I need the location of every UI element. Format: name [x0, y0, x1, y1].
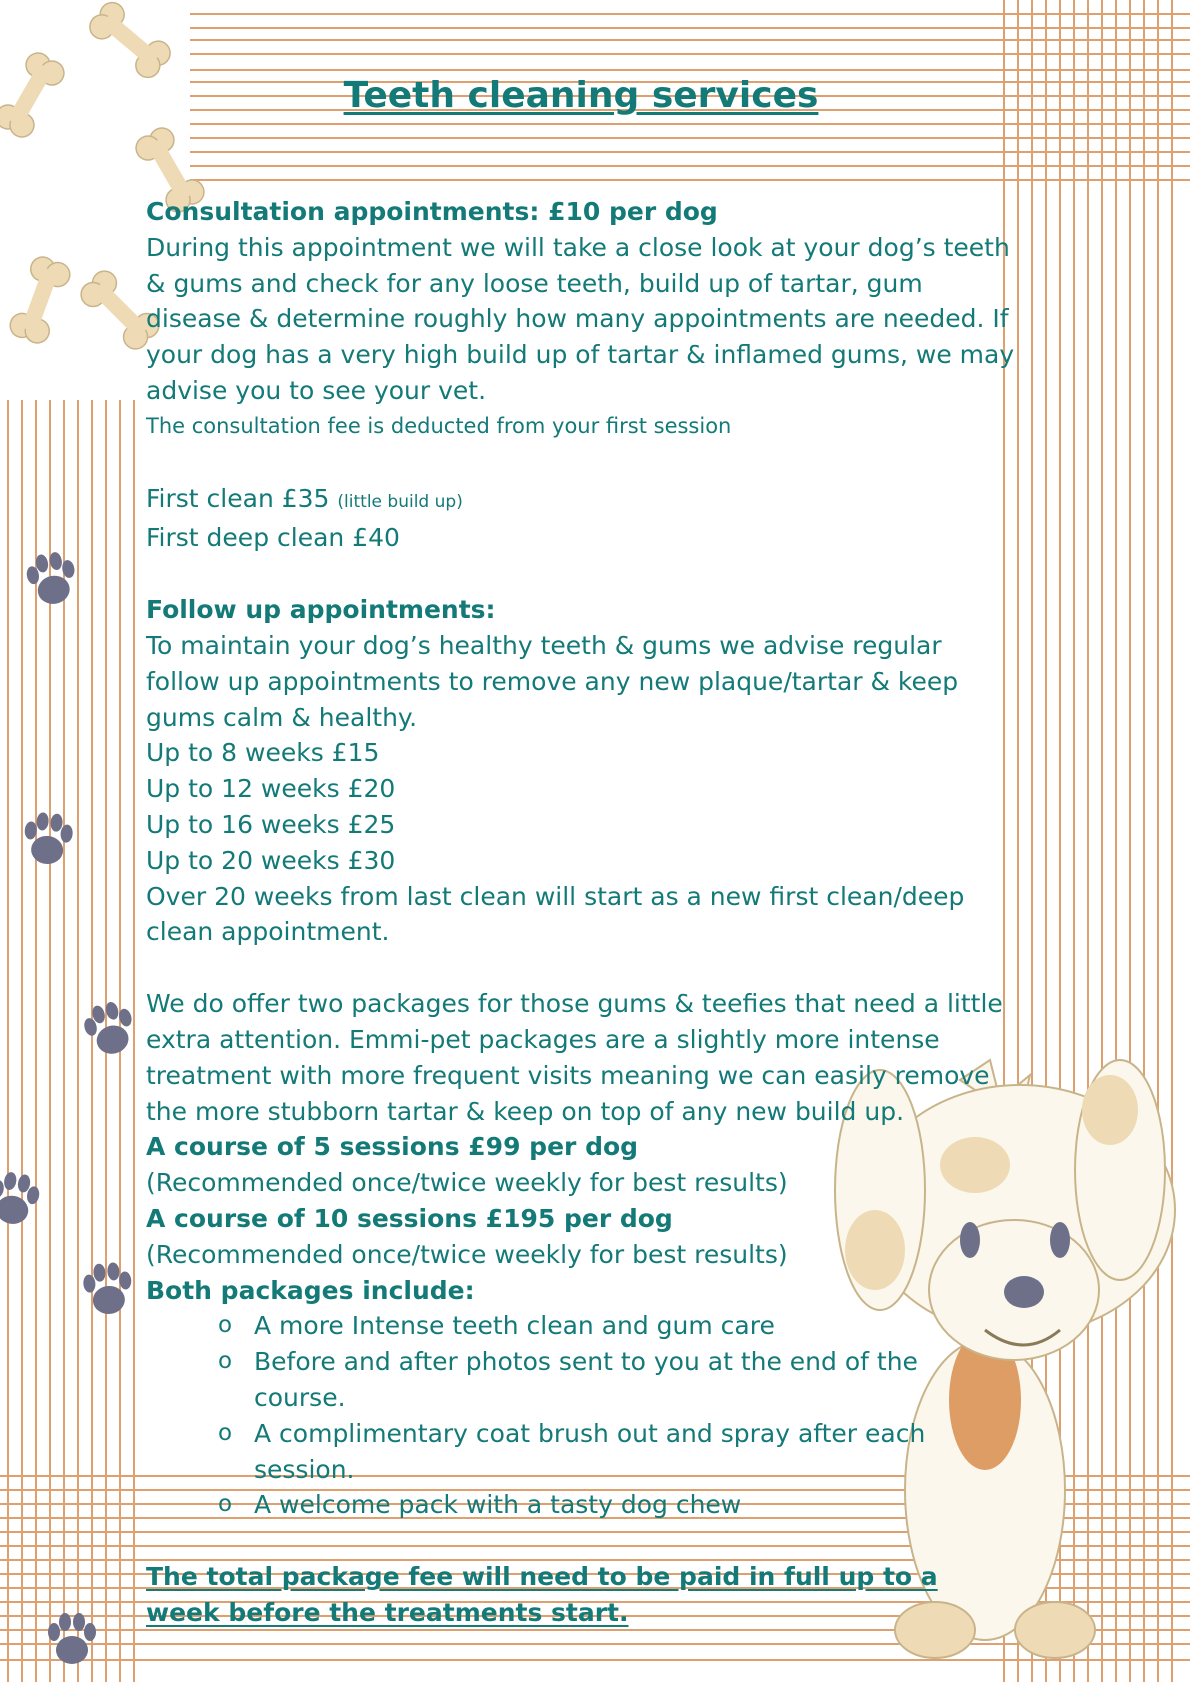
list-item: o Before and after photos sent to you at the end of the course. — [254, 1344, 1016, 1416]
first-clean-note: (little build up) — [337, 491, 463, 512]
page-title: Teeth cleaning services — [343, 75, 819, 116]
includes-list — [146, 1308, 1016, 1523]
first-clean-line — [146, 481, 1016, 521]
follow-up-price-16: Up to 16 weeks £25 — [146, 809, 396, 839]
course-10-price: A course of 10 sessions £195 per dog — [146, 1203, 673, 1233]
consultation-fee-note: The consultation fee is deducted from your first session — [146, 413, 732, 438]
paw-prints-decoration — [0, 549, 139, 1664]
payment-note: The total package fee will need to be paid in full up to a week before the treatments start. — [146, 1562, 938, 1627]
follow-up-over-note: Over 20 weeks from last clean will start as a new first clean/deep clean appointment. — [146, 881, 965, 947]
list-item: o A welcome pack with a tasty dog chew — [254, 1487, 1016, 1523]
packages-intro: We do offer two packages for those gums & teefies that need a little extra attention. Emmi-pet packages are a slightly more intense treatment with more frequent visits meaning we can easily remove the more stubborn tartar & keep on top of any new build up. — [146, 989, 1003, 1126]
course-10-note: (Recommended once/twice weekly for best results) — [146, 1239, 788, 1269]
consultation-heading: Consultation appointments: £10 per dog — [146, 197, 718, 226]
course-5-note: (Recommended once/twice weekly for best results) — [146, 1168, 788, 1198]
first-clean-price: First clean £35 — [146, 483, 330, 513]
follow-up-description: To maintain your dog’s healthy teeth & gums we advise regular follow up appointments to remove any new plaque/tartar & keep gums calm & healthy. — [146, 630, 959, 732]
list-item: o A more Intense teeth clean and gum care — [254, 1308, 1016, 1344]
follow-up-heading: Follow up appointments: — [146, 595, 496, 625]
course-5-price: A course of 5 sessions £99 per dog — [146, 1132, 639, 1162]
list-item: o A complimentary coat brush out and spray after each session. — [254, 1416, 1016, 1488]
follow-up-price-12: Up to 12 weeks £20 — [146, 774, 396, 804]
first-deep-clean-price: First deep clean £40 — [146, 523, 400, 553]
document-content — [146, 68, 1016, 1631]
follow-up-price-8: Up to 8 weeks £15 — [146, 738, 380, 768]
includes-heading: Both packages include: — [146, 1275, 475, 1305]
follow-up-price-20: Up to 20 weeks £30 — [146, 845, 396, 875]
consultation-description: During this appointment we will take a close look at your dog’s teeth & gums and check for any loose teeth, build up of tartar, gum disease & determine roughly how many appointments are needed. If your dog has a very high build up of tartar & inflamed gums, we may advise you to see your vet. — [146, 232, 1015, 405]
